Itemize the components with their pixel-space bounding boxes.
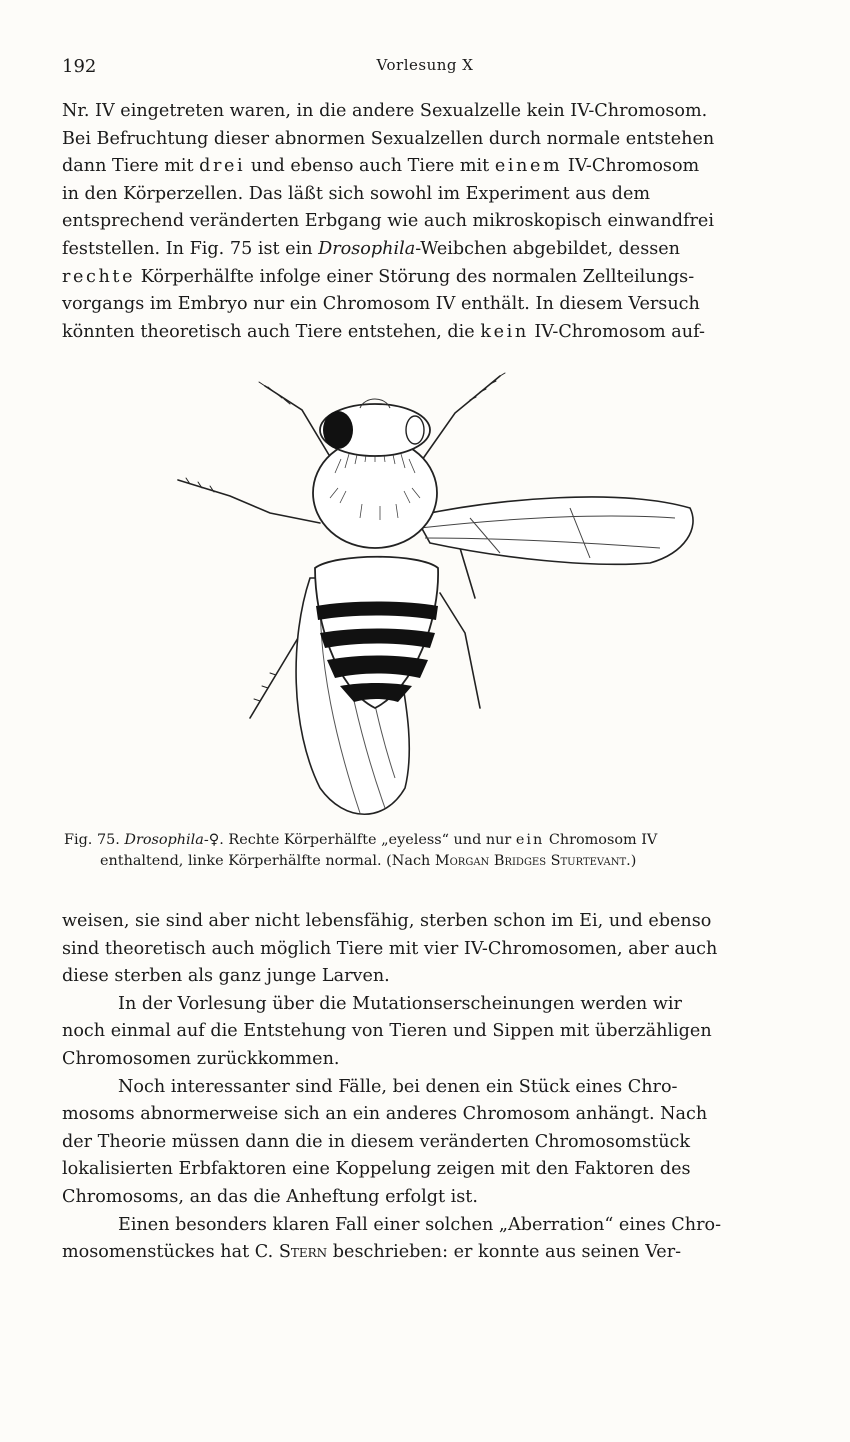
text-line: weisen, sie sind aber nicht lebensfähig, sterben schon im Ei, und ebenso (62, 911, 712, 931)
top-paragraph (62, 98, 788, 346)
emphasis-spaced: kein (480, 321, 529, 342)
text-line: In der Vorlesung über die Mutationserscheinungen werden wir (118, 993, 682, 1014)
running-head: Vorlesung X (376, 56, 474, 74)
author-name: Stern (278, 1242, 328, 1263)
text-line: Einen besonders klaren Fall einer solchen „Aberration“ eines Chro- (118, 1214, 722, 1235)
text-line: noch einmal auf die Entstehung von Tieren und Sippen mit überzähligen (62, 1021, 712, 1042)
text-line: in den Körperzellen. Das läßt sich sowohl im Experiment aus dem (62, 183, 651, 204)
text-line: Noch interessanter sind Fälle, bei denen ein Stück eines Chro- (118, 1076, 678, 1097)
text-line (62, 236, 788, 264)
page-header (62, 56, 788, 82)
figure-caption (64, 830, 786, 872)
text-line: Chromosomen zurückkommen. (62, 1048, 340, 1069)
text-line: Nr. IV eingetreten waren, in die andere Sexualzelle kein IV-Chromosom. (62, 101, 708, 121)
text-line (62, 264, 788, 292)
text-line: mosoms abnormerweise sich an ein anderes Chromosom anhängt. Nach (62, 1104, 708, 1125)
text-line: lokalisierten Erbfaktoren eine Koppelung zeigen mit den Faktoren des (62, 1159, 691, 1180)
leg-line (440, 593, 480, 708)
caption-line (64, 851, 786, 872)
text-line (62, 1239, 788, 1267)
text-line: entsprechend veränderten Erbgang wie auch mikroskopisch einwandfrei (62, 211, 714, 232)
leg-line (422, 376, 500, 460)
emphasis-spaced: drei (199, 156, 246, 177)
text-fragment: feststellen. In Fig. 75 ist ein (62, 238, 313, 259)
caption-text: enthaltend, linke Körperhälfte normal. (Nach (100, 853, 431, 869)
caption-text: Chromosom IV (548, 832, 658, 848)
text-fragment: -Weibchen abgebildet, dessen (415, 238, 681, 259)
caption-text: Rechte Körperhälfte „eyeless“ und nur (228, 832, 512, 848)
left-eye (323, 411, 353, 449)
caption-authors: Morgan Bridges Sturtevant (434, 853, 627, 869)
text-fragment: beschrieben: er konnte aus seinen Ver- (332, 1242, 682, 1263)
text-fragment: und ebenso auch Tiere mit (250, 156, 490, 177)
bottom-text (62, 908, 788, 1267)
species-name: Drosophila (318, 238, 416, 259)
text-fragment: Körperhälfte infolge einer Störung des normalen Zellteilungs- (140, 266, 695, 287)
text-line: Bei Befruchtung dieser abnormen Sexualzellen durch normale entstehen (62, 128, 715, 149)
text-fragment: mosomenstückes hat C. (62, 1242, 274, 1263)
drosophila-drawing (170, 368, 710, 828)
text-line (62, 153, 788, 181)
text-line: diese sterben als ganz junge Larven. (62, 966, 390, 987)
text-line: der Theorie müssen dann die in diesem veränderten Chromosomstück (62, 1131, 691, 1152)
right-eye-reduced (406, 416, 424, 444)
page-number: 192 (62, 56, 97, 77)
text-fragment: dann Tiere mit (62, 156, 194, 177)
text-fragment: IV-Chromosom auf- (534, 321, 705, 342)
right-wing (415, 497, 693, 564)
figure-fly-illustration (170, 368, 710, 828)
text-fragment: IV-Chromosom (567, 156, 700, 177)
text-line: vorgangs im Embryo nur ein Chromosom IV enthält. In diesem Versuch (62, 294, 700, 315)
text-line (62, 319, 788, 347)
emphasis-spaced: rechte (62, 266, 136, 287)
caption-sex: -♀. (203, 832, 224, 848)
emphasis-spaced: einem (494, 156, 563, 177)
caption-species: Drosophila (124, 832, 204, 848)
caption-emphasis: ein (515, 832, 545, 848)
text-line: Chromosoms, an das die Anheftung erfolgt ist. (62, 1186, 478, 1207)
caption-label: Fig. 75. (64, 832, 120, 848)
leg-line (178, 480, 320, 523)
text-line: sind theoretisch auch möglich Tiere mit vier IV-Chromosomen, aber auch (62, 938, 718, 959)
caption-text: .) (626, 853, 637, 869)
text-fragment: könnten theoretisch auch Tiere entstehen, die (62, 321, 475, 342)
